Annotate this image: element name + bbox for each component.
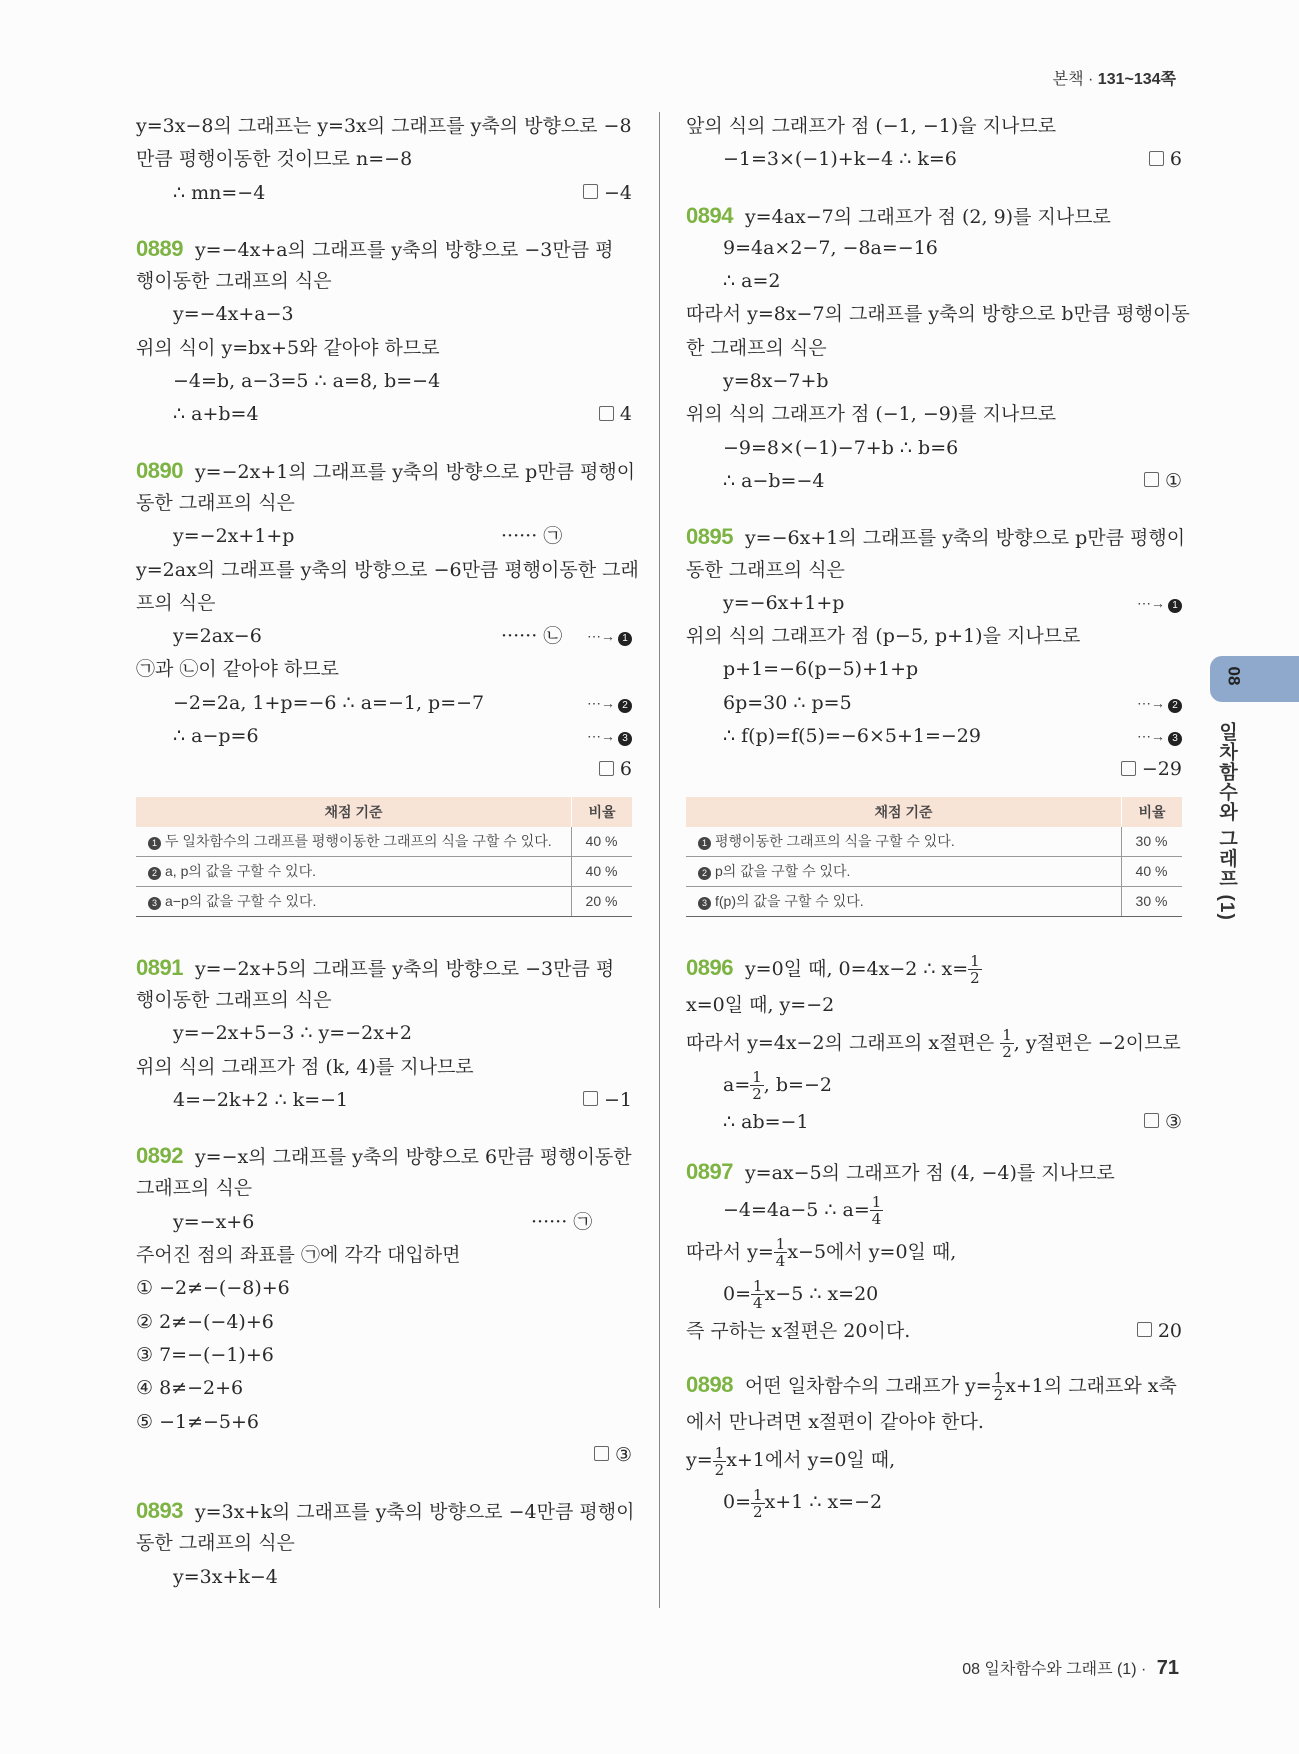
text-line: 만큼 평행이동한 것이므로 n=−8 [136, 148, 413, 171]
step-marker-1: ⋯→ 1 [587, 620, 632, 653]
text-line: y= $\frac{1}{2}$ x+1에서 y=0일 때, [686, 1443, 896, 1479]
text-line: 0= $\frac{1}{4}$ x−5 ∴ x=20 [723, 1277, 879, 1313]
text-line: y=8x−7+b [723, 370, 829, 393]
problem-0894: 0894 y=4ax−7의 그래프가 점 (2, 9)를 지나므로 [686, 202, 1111, 228]
text-line: 한 그래프의 식은 [686, 336, 827, 359]
problem-0897: 0897 y=ax−5의 그래프가 점 (4, −4)를 지나므로 [686, 1159, 1115, 1185]
text-line: ∴ mn=−4 −4 [136, 177, 632, 210]
text-line: 4=−2k+2 ∴ k=−1 −1 [136, 1084, 632, 1117]
problem-0895: 0895 y=−6x+1의 그래프를 y축의 방향으로 p만큼 평행이 [686, 524, 1186, 550]
text-line: y=−2x+5−3 ∴ y=−2x+2 [173, 1022, 412, 1045]
answer-icon [594, 1446, 609, 1461]
text-line: 9=4a×2−7, −8a=−16 [723, 236, 938, 259]
table-row: 3 f(p)의 값을 구할 수 있다. 30 % [686, 886, 1182, 916]
answer-icon [1144, 472, 1159, 487]
fraction: $\frac{1}{2}$ [970, 952, 980, 988]
text-line: y=−4x+a−3 [173, 303, 294, 326]
table-header: 비율 [572, 797, 633, 827]
fraction: $\frac{1}{2}$ [1002, 1026, 1012, 1062]
answer: ① [1144, 465, 1182, 498]
answer-icon [599, 406, 614, 421]
answer-line [136, 1439, 632, 1472]
right-column [686, 110, 1190, 1523]
text-line: 동한 그래프의 식은 [136, 1532, 295, 1555]
fraction: $\frac{1}{2}$ [752, 1068, 762, 1104]
text-line: 즉 구하는 x절편은 20이다. 20 [686, 1315, 1182, 1348]
header-page-ref: 본책 · 131~134쪽 [1052, 71, 1176, 88]
table-row: 2 a, p의 값을 구할 수 있다. 40 % [136, 856, 632, 886]
table-row: 1 평행이동한 그래프의 식을 구할 수 있다. 30 % [686, 827, 1182, 857]
text-line: ∴ a−p=6 ⋯→ 3 [136, 720, 632, 753]
text-line: 동한 그래프의 식은 [686, 558, 845, 581]
answer-line [136, 753, 632, 786]
step-marker-2: ⋯→ 2 [587, 687, 632, 720]
step-marker-3: ⋯→ 3 [587, 720, 632, 753]
answer: −4 [583, 177, 632, 210]
text-line: x=0일 때, y=−2 [686, 993, 835, 1016]
text-line: ④ 8≠−2+6 [136, 1377, 244, 1400]
text-line: −2=2a, 1+p=−6 ∴ a=−1, p=−7 ⋯→ 2 [136, 687, 632, 720]
table-row: 1 두 일차함수의 그래프를 평행이동한 그래프의 식을 구할 수 있다. 40 % [136, 827, 632, 857]
answer-icon [1137, 1322, 1152, 1337]
text-line: 앞의 식의 그래프가 점 (−1, −1)을 지나므로 [686, 115, 1057, 137]
text-line: a= $\frac{1}{2}$ , b=−2 [723, 1068, 832, 1104]
text-line: 위의 식이 y=bx+5와 같아야 하므로 [136, 336, 440, 359]
text-line: 프의 식은 [136, 591, 216, 614]
equation-ref: ······ ㉠ [501, 525, 563, 548]
text-line: 0= $\frac{1}{2}$ x+1 ∴ x=−2 [723, 1485, 883, 1521]
equation-ref: ······ ㉠ [531, 1210, 593, 1233]
page-number: 71 [1156, 1657, 1179, 1679]
problem-0890: 0890 y=−2x+1의 그래프를 y축의 방향으로 p만큼 평행이 [136, 457, 636, 483]
problem-0896: 0896 y=0일 때, 0=4x−2 ∴ x= $\frac{1}{2}$ [686, 952, 980, 988]
text-line: 행이동한 그래프의 식은 [136, 270, 332, 293]
answer-icon [583, 1091, 598, 1106]
table-header: 비율 [1122, 797, 1183, 827]
text-line: 행이동한 그래프의 식은 [136, 988, 332, 1011]
text-line: ∴ ab=−1 ③ [686, 1106, 1182, 1139]
problem-0889: 0889 y=−4x+a의 그래프를 y축의 방향으로 −3만큼 평 [136, 235, 614, 261]
text-line: y=−2x+1+p ······ ㉠ [136, 520, 632, 553]
answer-line [686, 753, 1182, 786]
answer-icon [1121, 761, 1136, 776]
text-line: −1=3×(−1)+k−4 ∴ k=6 6 [686, 143, 1182, 176]
text-line: y=2ax의 그래프를 y축의 방향으로 −6만큼 평행이동한 그래 [136, 558, 639, 581]
text-line: 에서 만나려면 x절편이 같아야 한다. [686, 1410, 984, 1433]
chapter-side-title: 일차함수와 그래프 (1) [1216, 722, 1237, 921]
text-line: 그래프의 식은 [136, 1177, 253, 1200]
answer: 6 [599, 753, 632, 786]
problem-0891: 0891 y=−2x+5의 그래프를 y축의 방향으로 −3만큼 평 [136, 954, 615, 980]
problem-0893: 0893 y=3x+k의 그래프를 y축의 방향으로 −4만큼 평행이 [136, 1498, 635, 1524]
answer-icon [1144, 1113, 1159, 1128]
fraction: $\frac{1}{4}$ [753, 1277, 763, 1313]
answer-icon [599, 761, 614, 776]
left-column [136, 110, 639, 1594]
fraction: $\frac{1}{2}$ [993, 1369, 1004, 1405]
step-marker-1: ⋯→ 1 [1137, 587, 1182, 620]
table-row: 2 p의 값을 구할 수 있다. 40 % [686, 856, 1182, 886]
answer: ③ [594, 1439, 632, 1472]
fraction: $\frac{1}{2}$ [753, 1485, 763, 1521]
step-marker-2: ⋯→ 2 [1137, 687, 1182, 720]
text-line: ∴ a=2 [723, 270, 781, 293]
text-line: 동한 그래프의 식은 [136, 491, 295, 514]
text-line: 위의 식의 그래프가 점 (p−5, p+1)을 지나므로 [686, 625, 1081, 648]
text-line: −4=b, a−3=5 ∴ a=8, b=−4 [173, 370, 441, 393]
text-line: −4=4a−5 ∴ a= $\frac{1}{4}$ [723, 1193, 882, 1229]
answer: −1 [583, 1084, 632, 1117]
text-line: ① −2≠−(−8)+6 [136, 1277, 290, 1300]
answer: 4 [599, 398, 632, 431]
text-line: ② 2≠−(−4)+6 [136, 1310, 274, 1333]
answer: ③ [1144, 1106, 1182, 1139]
equation-ref: ······ ㉡ [501, 625, 563, 648]
text-line: y=−x+6 ······ ㉠ [136, 1206, 632, 1239]
answer: −29 [1121, 753, 1182, 786]
answer-icon [1149, 151, 1164, 166]
text-line: ③ 7=−(−1)+6 [136, 1343, 274, 1366]
text-line: y=−6x+1+p ⋯→ 1 [686, 587, 1182, 620]
text-line: ∴ a+b=4 4 [136, 398, 632, 431]
text-line: y=2ax−6 ······ ㉡ ⋯→ 1 [136, 620, 632, 653]
text-line: p+1=−6(p−5)+1+p [723, 658, 919, 681]
text-line: −9=8×(−1)−7+b ∴ b=6 [723, 436, 959, 459]
text-line: 위의 식의 그래프가 점 (−1, −9)를 지나므로 [686, 403, 1057, 426]
text-line: y=3x+k−4 [173, 1565, 278, 1588]
chapter-tab-number: 08 [1224, 666, 1244, 686]
text-line: ⑤ −1≠−5+6 [136, 1410, 260, 1433]
column-divider [659, 112, 660, 1608]
grading-table [136, 797, 632, 917]
text-line: ∴ a−b=−4 ① [686, 465, 1182, 498]
problem-0892: 0892 y=−x의 그래프를 y축의 방향으로 6만큼 평행이동한 [136, 1143, 632, 1169]
table-row: 3 a−p의 값을 구할 수 있다. 20 % [136, 886, 632, 916]
text-line: ㉠과 ㉡이 같아야 하므로 [136, 658, 339, 681]
text-line: y=3x−8의 그래프는 y=3x의 그래프를 y축의 방향으로 −8 [136, 115, 632, 137]
fraction: $\frac{1}{4}$ [871, 1193, 882, 1229]
text-line: ∴ f(p)=f(5)=−6×5+1=−29 ⋯→ 3 [686, 720, 1182, 753]
fraction: $\frac{1}{2}$ [714, 1443, 725, 1479]
answer: 6 [1149, 143, 1182, 176]
text-line: 위의 식의 그래프가 점 (k, 4)를 지나므로 [136, 1055, 474, 1078]
grading-table [686, 797, 1182, 917]
step-marker-3: ⋯→ 3 [1137, 720, 1182, 753]
text-line: 주어진 점의 좌표를 ㉠에 각각 대입하면 [136, 1244, 461, 1267]
text-line: 6p=30 ∴ p=5 ⋯→ 2 [686, 687, 1182, 720]
answer-icon [583, 184, 598, 199]
table-header: 채점 기준 [686, 797, 1122, 827]
answer: 20 [1137, 1315, 1182, 1348]
table-header: 채점 기준 [136, 797, 572, 827]
page-footer: 08 일차함수와 그래프 (1) · 71 [962, 1657, 1179, 1679]
fraction: $\frac{1}{4}$ [775, 1235, 786, 1271]
text-line: 따라서 y= $\frac{1}{4}$ x−5에서 y=0일 때, [686, 1235, 957, 1271]
text-line: 따라서 y=8x−7의 그래프를 y축의 방향으로 b만큼 평행이동 [686, 303, 1190, 326]
text-line: 따라서 y=4x−2의 그래프의 x절편은 $\frac{1}{2}$ , y절편은 −2이므로 [686, 1026, 1181, 1062]
problem-0898: 0898 어떤 일차함수의 그래프가 y= $\frac{1}{2}$ x+1의 그래프와 x축 [686, 1369, 1177, 1405]
